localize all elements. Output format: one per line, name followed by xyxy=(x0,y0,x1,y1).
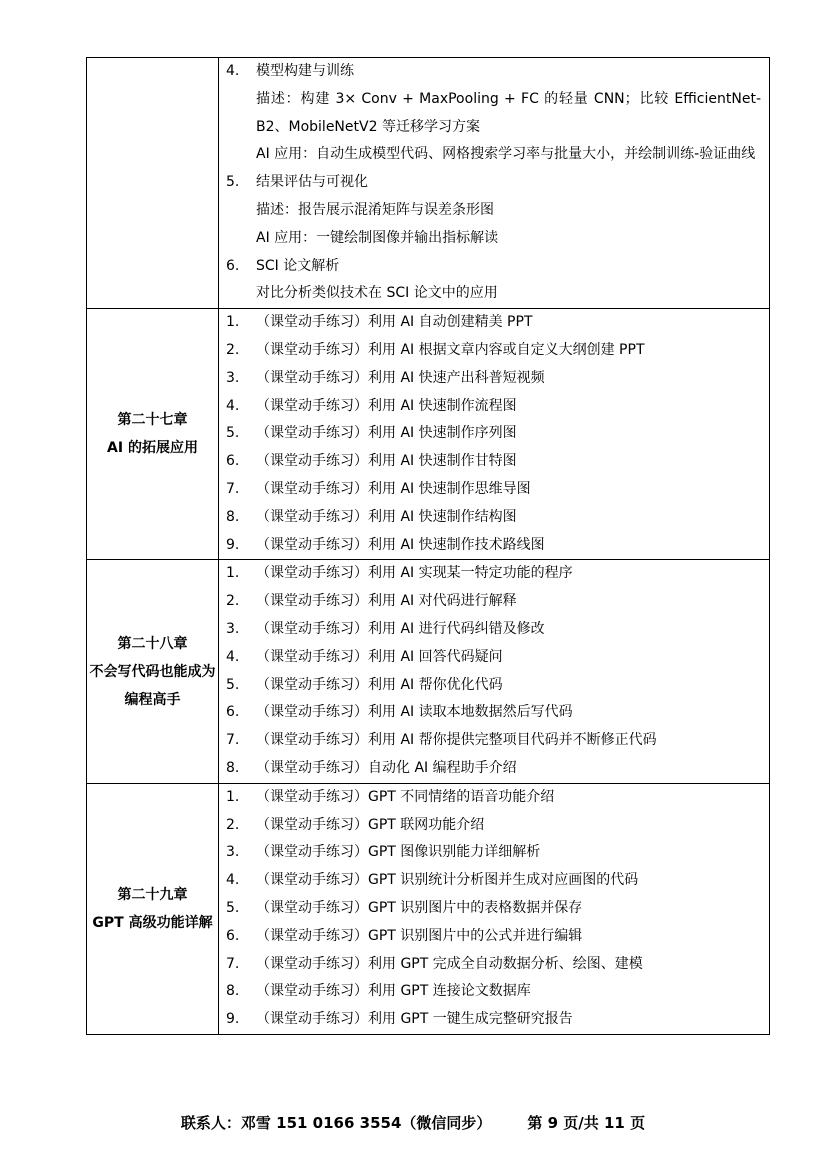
list-item xyxy=(226,420,761,448)
list-item-text: （课堂动手练习）GPT 联网功能介绍 xyxy=(256,816,485,833)
list-item-text: （课堂动手练习）利用 AI 快速产出科普短视频 xyxy=(256,369,545,386)
chapter-title-line: 不会写代码也能成为 xyxy=(89,663,216,680)
course-table-body xyxy=(87,58,770,1035)
list-item xyxy=(226,476,761,504)
list-item xyxy=(226,253,761,281)
list-item xyxy=(226,727,761,755)
list-item-number: 5. xyxy=(226,174,240,191)
list-item-number: 4. xyxy=(226,872,240,889)
chapter-row xyxy=(87,58,770,309)
list-item xyxy=(226,58,761,86)
chapter-content-cell xyxy=(219,309,770,560)
list-item xyxy=(226,699,761,727)
list-item-text: （课堂动手练习）利用 AI 自动创建精美 PPT xyxy=(256,314,533,331)
list-item xyxy=(226,951,761,979)
chapter-content-cell xyxy=(219,58,770,309)
list-item-number: 3. xyxy=(226,369,240,386)
footer-contact: 联系人：邓雪 151 0166 3554（微信同步） xyxy=(180,1114,492,1132)
list-item-text: SCI 论文解析 xyxy=(256,257,340,274)
list-item-number: 5. xyxy=(226,425,240,442)
list-item-number: 6. xyxy=(226,453,240,470)
list-item xyxy=(226,448,761,476)
list-item xyxy=(226,560,761,588)
list-item-text: （课堂动手练习）利用 AI 对代码进行解释 xyxy=(256,593,517,610)
list-item xyxy=(226,867,761,895)
chapter-row xyxy=(87,783,770,1034)
list-item-number: 5. xyxy=(226,899,240,916)
list-item-text: （课堂动手练习）利用 AI 根据文章内容或自定义大纲创建 PPT xyxy=(256,341,645,358)
list-item-number: 3. xyxy=(226,620,240,637)
chapter-title-cell xyxy=(87,58,219,309)
list-item xyxy=(226,532,761,560)
list-item xyxy=(226,365,761,393)
list-item-number: 2. xyxy=(226,816,240,833)
list-item-number: 5. xyxy=(226,676,240,693)
list-item-text: 结果评估与可视化 xyxy=(256,174,368,191)
list-item xyxy=(226,504,761,532)
footer-page-number: 第 9 页/共 11 页 xyxy=(527,1114,646,1132)
list-item xyxy=(226,309,761,337)
list-item-number: 6. xyxy=(226,927,240,944)
list-item xyxy=(226,923,761,951)
course-outline-table xyxy=(86,57,770,1035)
list-item-number: 6. xyxy=(226,704,240,721)
list-item xyxy=(226,978,761,1006)
chapter-title-line: AI 的拓展应用 xyxy=(107,440,198,457)
list-item-number: 7. xyxy=(226,732,240,749)
chapter-title-line: 第二十九章 xyxy=(117,886,188,903)
list-item-detail: AI 应用：自动生成模型代码、网格搜索学习率与批量大小，并绘制训练-验证曲线 xyxy=(256,146,756,163)
list-item-text: （课堂动手练习）利用 GPT 连接论文数据库 xyxy=(256,983,531,1000)
page-footer xyxy=(0,1112,826,1133)
list-item-text: （课堂动手练习）GPT 识别图片中的公式并进行编辑 xyxy=(256,927,583,944)
list-item-number: 1. xyxy=(226,565,240,582)
list-item-number: 8. xyxy=(226,508,240,525)
list-item-number: 8. xyxy=(226,983,240,1000)
list-item-number: 9. xyxy=(226,1011,240,1028)
list-item xyxy=(226,393,761,421)
list-item-detail: AI 应用：一键绘制图像并输出指标解读 xyxy=(256,229,499,246)
list-item-detail: 描述：构建 3× Conv + MaxPooling + FC 的轻量 CNN；比较 EfficientNet-B2、MobileNetV2 等迁移学习方案 xyxy=(256,90,761,135)
list-item-number: 1. xyxy=(226,788,240,805)
list-item-number: 9. xyxy=(226,536,240,553)
list-item-text: （课堂动手练习）GPT 识别统计分析图并生成对应画图的代码 xyxy=(256,872,639,889)
list-item-number: 4. xyxy=(226,397,240,414)
chapter-row xyxy=(87,560,770,783)
list-item xyxy=(226,169,761,197)
list-item xyxy=(226,616,761,644)
chapter-title-line: 第二十七章 xyxy=(117,412,188,429)
list-item-text: （课堂动手练习）利用 AI 帮你优化代码 xyxy=(256,676,503,693)
list-item-text: （课堂动手练习）利用 AI 快速制作流程图 xyxy=(256,397,517,414)
list-item xyxy=(226,839,761,867)
list-item-text: （课堂动手练习）利用 AI 读取本地数据然后写代码 xyxy=(256,704,573,721)
list-item xyxy=(226,672,761,700)
list-item-text: （课堂动手练习）利用 GPT 完成全自动数据分析、绘图、建模 xyxy=(256,955,643,972)
list-item-number: 4. xyxy=(226,63,240,79)
chapter-title-line: GPT 高级功能详解 xyxy=(92,914,213,931)
list-item-text: （课堂动手练习）利用 GPT 一键生成完整研究报告 xyxy=(256,1011,573,1028)
list-item xyxy=(226,588,761,616)
chapter-content-cell xyxy=(219,783,770,1034)
list-item-number: 8. xyxy=(226,759,240,776)
list-item xyxy=(226,1006,761,1034)
list-item-text: （课堂动手练习）利用 AI 快速制作技术路线图 xyxy=(256,536,545,553)
list-item-detail: 描述：报告展示混淆矩阵与误差条形图 xyxy=(256,201,494,218)
list-item-text: （课堂动手练习）利用 AI 帮你提供完整项目代码并不断修正代码 xyxy=(256,732,657,749)
list-item-text: （课堂动手练习）利用 AI 快速制作甘特图 xyxy=(256,453,517,470)
chapter-title-cell xyxy=(87,560,219,783)
list-item-number: 6. xyxy=(226,257,240,274)
list-item xyxy=(226,644,761,672)
list-item xyxy=(226,755,761,783)
chapter-content-cell xyxy=(219,560,770,783)
list-item-number: 7. xyxy=(226,480,240,497)
list-item-number: 4. xyxy=(226,648,240,665)
list-item-text: （课堂动手练习）利用 AI 快速制作序列图 xyxy=(256,425,517,442)
list-item-number: 7. xyxy=(226,955,240,972)
list-item-text: （课堂动手练习）利用 AI 实现某一特定功能的程序 xyxy=(256,565,573,582)
chapter-title-line: 编程高手 xyxy=(124,691,181,708)
chapter-title-cell xyxy=(87,309,219,560)
list-item-text: （课堂动手练习）利用 AI 快速制作结构图 xyxy=(256,508,517,525)
chapter-title-line: 第二十八章 xyxy=(117,635,188,652)
list-item-text: （课堂动手练习）GPT 识别图片中的表格数据并保存 xyxy=(256,899,583,916)
list-item-text: （课堂动手练习）GPT 不同情绪的语音功能介绍 xyxy=(256,788,555,805)
list-item xyxy=(226,784,761,812)
list-item-text: （课堂动手练习）利用 AI 快速制作思维导图 xyxy=(256,480,531,497)
list-item-text: （课堂动手练习）GPT 图像识别能力详细解析 xyxy=(256,844,541,861)
list-item xyxy=(226,895,761,923)
list-item-detail: 对比分析类似技术在 SCI 论文中的应用 xyxy=(256,285,498,302)
chapter-title-cell xyxy=(87,783,219,1034)
list-item-number: 2. xyxy=(226,341,240,358)
list-item-text: （课堂动手练习）利用 AI 进行代码纠错及修改 xyxy=(256,620,545,637)
list-item xyxy=(226,337,761,365)
list-item-number: 1. xyxy=(226,314,240,331)
list-item xyxy=(226,812,761,840)
list-item-text: （课堂动手练习）利用 AI 回答代码疑问 xyxy=(256,648,503,665)
list-item-number: 2. xyxy=(226,593,240,610)
list-item-number: 3. xyxy=(226,844,240,861)
chapter-row xyxy=(87,309,770,560)
list-item-text: 模型构建与训练 xyxy=(256,63,354,79)
list-item-text: （课堂动手练习）自动化 AI 编程助手介绍 xyxy=(256,759,517,776)
